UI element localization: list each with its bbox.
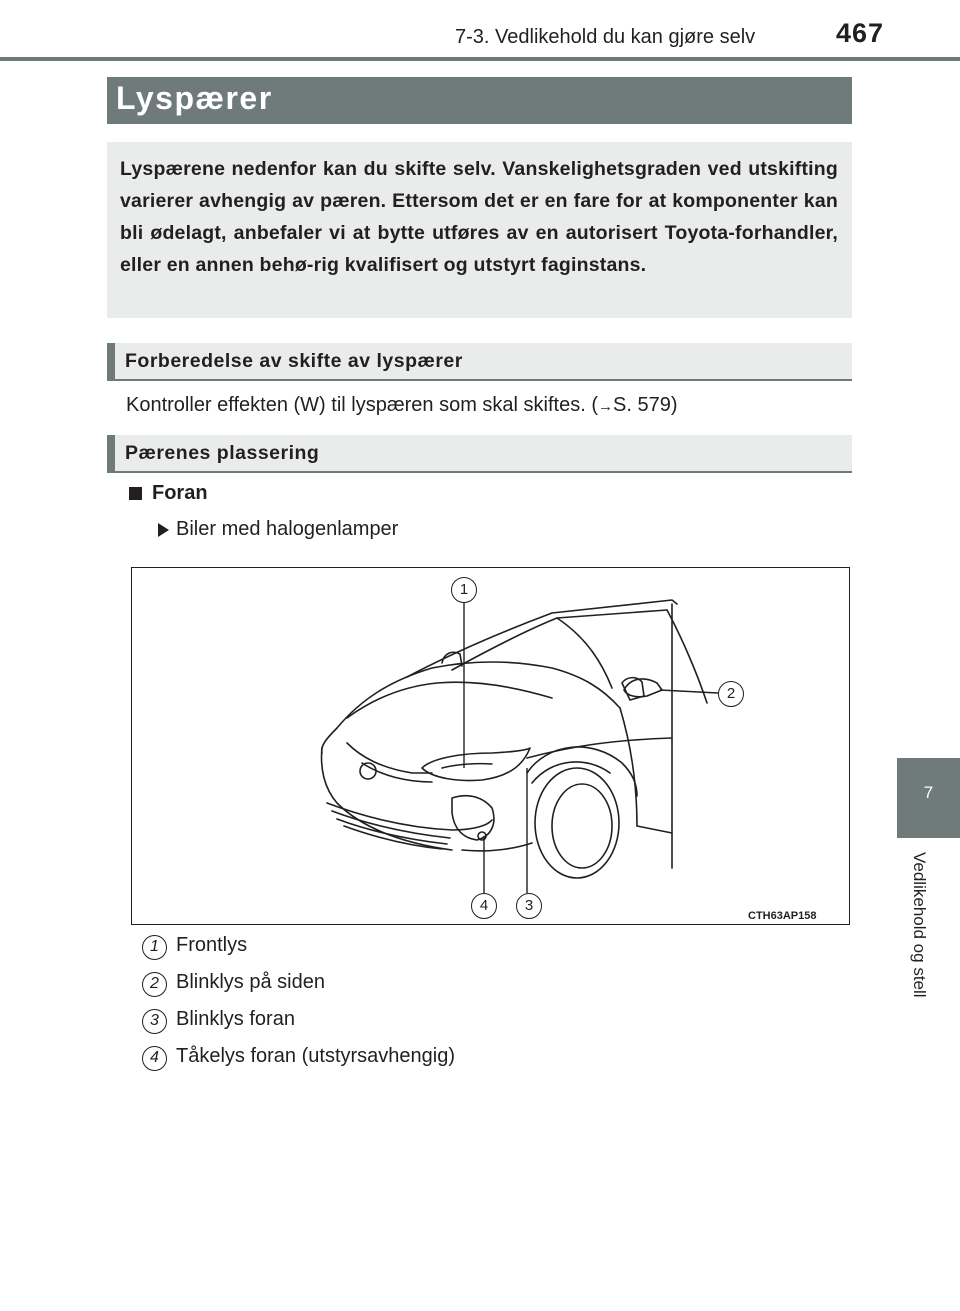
legend-number-4: 4 [142,1046,167,1071]
triangle-bullet-icon [158,523,169,537]
arrow-icon: → [598,398,613,415]
chapter-number: 7 [923,783,934,802]
legend-number-2: 2 [142,972,167,997]
callout-1: 1 [451,577,477,603]
section-marker-prep [107,343,115,379]
legend-label-3: Blinklys foran [176,1008,295,1030]
intro-text: Lyspærene nedenfor kan du skifte selv. Vanskelighetsgraden ved utskifting varierer avhengig av pæren. Ettersom det er en fare for at komponenter kan bli ødelagt, anbefaler vi at bytte utføres av en autorisert Toyota-forhandler, eller en annen behø-rig kvalifisert og utstyrt faginstans. [120,158,838,276]
section-marker-location [107,435,115,471]
section-heading-prep: Forberedelse av skifte av lyspærer [125,350,463,372]
car-front-illustration [132,568,849,924]
page-reference-link[interactable]: S. 579) [613,394,678,416]
legend-number-3: 3 [142,1009,167,1034]
square-bullet-icon [129,487,142,500]
header-section-title: 7-3. Vedlikehold du kan gjøre selv [455,26,756,48]
callout-3: 3 [516,893,542,919]
page-number: 467 [836,18,885,48]
legend-number-1: 1 [142,935,167,960]
callout-4: 4 [471,893,497,919]
chapter-title-vertical [903,852,933,1032]
prep-text-before: Kontroller effekten (W) til lyspæren som skal skiftes. ( [126,394,598,416]
header-rule [0,57,960,61]
bullet-halogen: Biler med halogenlamper [176,518,399,540]
subheading-front: Foran [152,482,208,504]
legend-label-4: Tåkelys foran (utstyrsavhengig) [176,1045,456,1067]
callout-2: 2 [718,681,744,707]
car-illustration-frame [131,567,850,925]
section-heading-location: Pærenes plassering [125,442,320,464]
chapter-title: Vedlikehold og stell [910,852,929,998]
prep-text [126,394,677,417]
legend-label-1: Frontlys [176,934,248,956]
page-title: Lyspærer [116,80,273,116]
legend-label-2: Blinklys på siden [176,971,325,993]
figure-code: CTH63AP158 [748,910,817,922]
